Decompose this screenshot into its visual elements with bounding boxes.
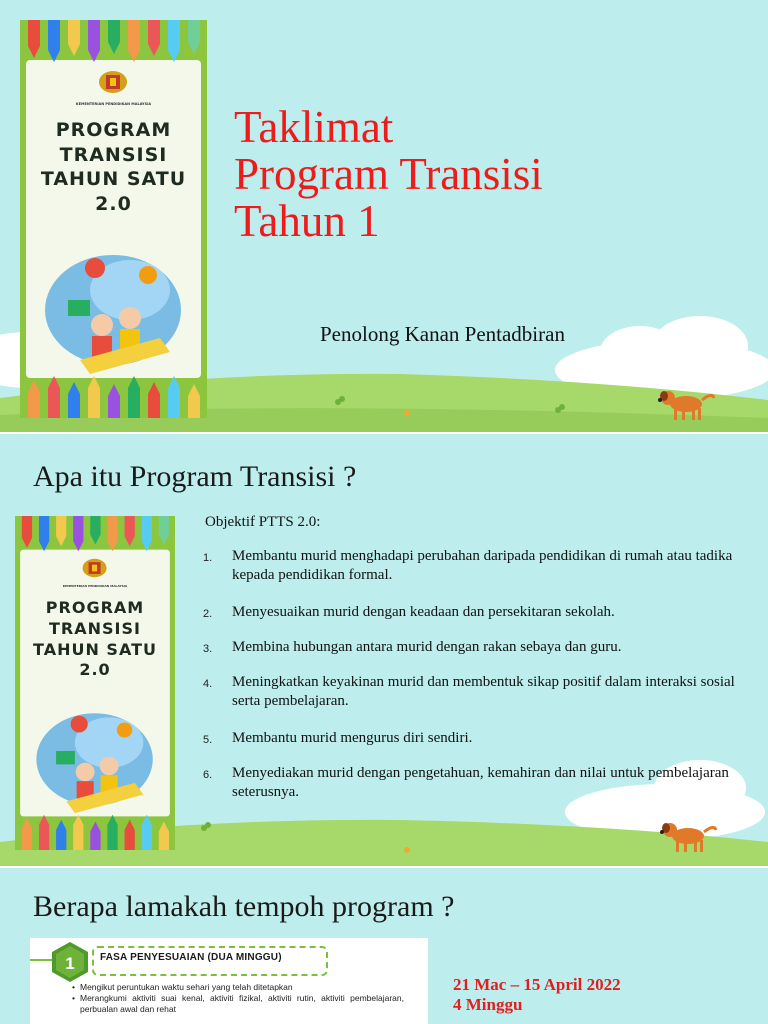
presenter-role: Penolong Kanan Pentadbiran xyxy=(320,322,565,346)
objectives-label: Objektif PTTS 2.0: xyxy=(205,514,321,530)
list-item: 2. Menyesuaikan murid dengan keadaan dan persekitaran sekolah. xyxy=(203,604,615,620)
program-poster xyxy=(20,20,207,418)
list-item: 1. Membantu murid menghadapi perubahan daripada pendidikan di rumah atau tadika kepada pendidikan formal. xyxy=(203,548,733,583)
poster-artwork xyxy=(20,20,207,418)
list-item: • Mengikut peruntukan waktu sehari yang telah ditetapkan xyxy=(72,982,404,993)
slide-duration xyxy=(0,868,768,1024)
phase-bullets xyxy=(72,982,404,1015)
list-item: 5. Membantu murid mengurus diri sendiri. xyxy=(203,730,473,746)
objectives-list xyxy=(203,547,748,802)
phase-card xyxy=(30,938,428,1024)
date-range: 21 Mac – 15 April 2022 xyxy=(453,975,621,994)
poster-ministry-label: KEMENTERIAN PENDIDIKAN MALAYSIA xyxy=(62,584,128,588)
list-item: 4. Meningkatkan keyakinan murid dan membentuk sikap positif dalam interaksi sosial serta pembelajaran. xyxy=(203,674,735,709)
list-item: • Merangkumi aktiviti suai kenal, aktiviti fizikal, aktiviti rutin, aktiviti pembelajaran, perbualan awal dan rehat xyxy=(72,993,404,1015)
program-poster xyxy=(15,516,175,850)
poster-ministry-label: KEMENTERIAN PENDIDIKAN MALAYSIA xyxy=(75,102,152,106)
dog-illustration xyxy=(658,820,720,854)
slide-objectives xyxy=(0,434,768,866)
poster-title: PROGRAM TRANSISI TAHUN SATU 2.0 xyxy=(33,598,157,680)
slide-heading: Berapa lamakah tempoh program ? xyxy=(33,890,455,923)
phase-title: FASA PENYESUAIAN (DUA MINGGU) xyxy=(100,952,282,963)
slide-title xyxy=(0,0,768,432)
program-dates xyxy=(453,975,621,1015)
dog-illustration xyxy=(656,388,718,422)
list-item: 3. Membina hubungan antara murid dengan rakan sebaya dan guru. xyxy=(203,639,622,655)
poster-artwork xyxy=(15,516,175,850)
phase-number: 1 xyxy=(65,954,75,973)
slide-heading: Apa itu Program Transisi ? xyxy=(33,460,357,493)
poster-title: PROGRAM TRANSISI TAHUN SATU 2.0 xyxy=(40,119,187,216)
slide-title-text: Taklimat Program Transisi Tahun 1 xyxy=(234,102,543,246)
list-item: 6. Menyediakan murid dengan pengetahuan, kemahiran dan nilai untuk pembelajaran seterusnya. xyxy=(203,765,729,800)
duration-weeks: 4 Minggu xyxy=(453,995,523,1014)
